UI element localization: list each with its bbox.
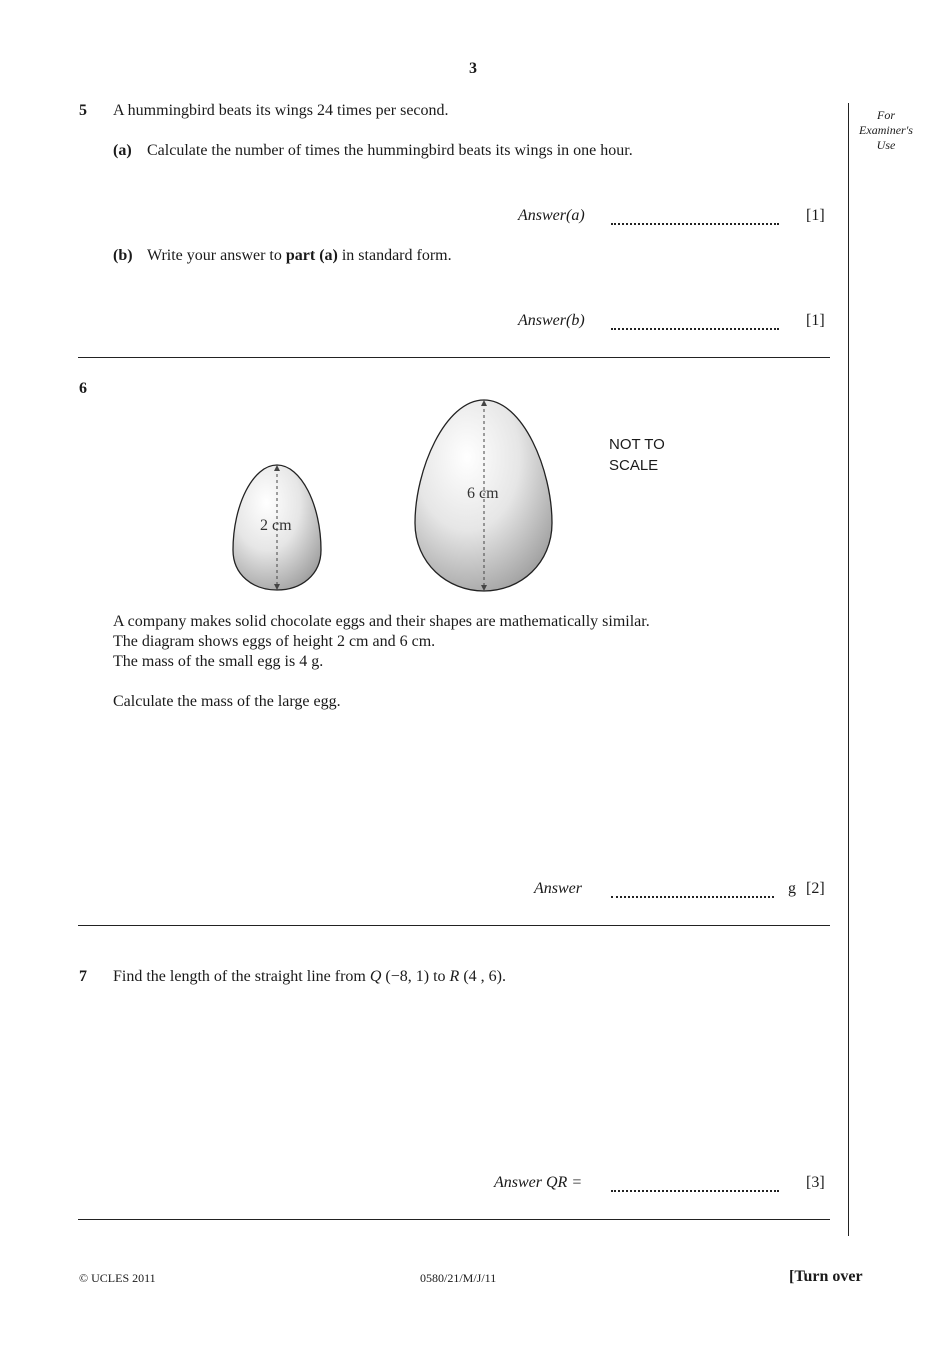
q7-r-coords: (4 , 6). (459, 968, 506, 985)
q6-marks: [2] (806, 880, 825, 897)
q7-point-r: R (449, 968, 460, 985)
not-to-scale-line-2: SCALE (609, 457, 659, 474)
divider-q6-q7 (78, 925, 830, 926)
q5a-marks: [1] (806, 207, 825, 224)
q5b-text-pre: Write your answer to (147, 247, 286, 264)
footer-copyright: © UCLES 2011 (79, 1271, 156, 1285)
q5a-text: Calculate the number of times the hummingbird beats its wings in one hour. (147, 142, 633, 159)
q5-stem: A hummingbird beats its wings 24 times per second. (113, 102, 449, 119)
q7-text-pre: Find the length of the straight line from (113, 968, 370, 985)
q6-text-line-2: The diagram shows eggs of height 2 cm and 6 cm. (113, 633, 436, 650)
q5b-text-post: in standard form. (337, 247, 452, 264)
q5a-label: (a) (113, 142, 132, 159)
q5b-text (147, 247, 452, 265)
examiner-line-1: For (877, 108, 895, 122)
q5b-answer-line[interactable] (611, 324, 779, 330)
q7-marks: [3] (806, 1174, 825, 1191)
q7-text (113, 968, 506, 986)
q5b-label: (b) (113, 247, 133, 264)
q6-text-line-1: A company makes solid chocolate eggs and their shapes are mathematically similar. (113, 613, 650, 630)
q7-q-coords: (−8, 1) to (381, 968, 450, 985)
footer-code: 0580/21/M/J/11 (420, 1271, 497, 1285)
q5-number: 5 (79, 102, 87, 119)
q5b-text-bold: part (a) (285, 247, 338, 264)
examiner-use-box (852, 108, 920, 153)
q7-number: 7 (79, 968, 87, 985)
q6-text-line-4: Calculate the mass of the large egg. (113, 693, 341, 710)
q5a-answer-line[interactable] (611, 219, 779, 225)
not-to-scale-line-1: NOT TO (609, 436, 665, 453)
examiner-line-3: Use (876, 138, 896, 152)
q5a-answer-label: Answer(a) (518, 207, 585, 224)
q5b-answer-label: Answer(b) (518, 312, 585, 329)
q6-number: 6 (79, 380, 87, 397)
q6-answer-line[interactable] (611, 892, 774, 898)
divider-q7-footer (78, 1219, 830, 1220)
q7-point-q: Q (369, 968, 382, 985)
q5b-marks: [1] (806, 312, 825, 329)
footer-turn-over: [Turn over (789, 1268, 863, 1285)
eggs-diagram (225, 395, 565, 600)
q7-answer-line[interactable] (611, 1186, 779, 1192)
q6-text-line-3: The mass of the small egg is 4 g. (113, 653, 324, 670)
small-egg-height-label: 2 cm (260, 517, 292, 534)
large-egg-height-label: 6 cm (467, 485, 499, 502)
q7-answer-label: Answer QR = (494, 1174, 583, 1191)
page-number: 3 (469, 60, 477, 77)
q6-answer-label: Answer (534, 880, 582, 897)
divider-q5-q6 (78, 357, 830, 358)
examiner-margin-line (848, 103, 849, 1236)
examiner-line-2: Examiner's (859, 123, 913, 137)
q6-unit: g (788, 880, 796, 897)
